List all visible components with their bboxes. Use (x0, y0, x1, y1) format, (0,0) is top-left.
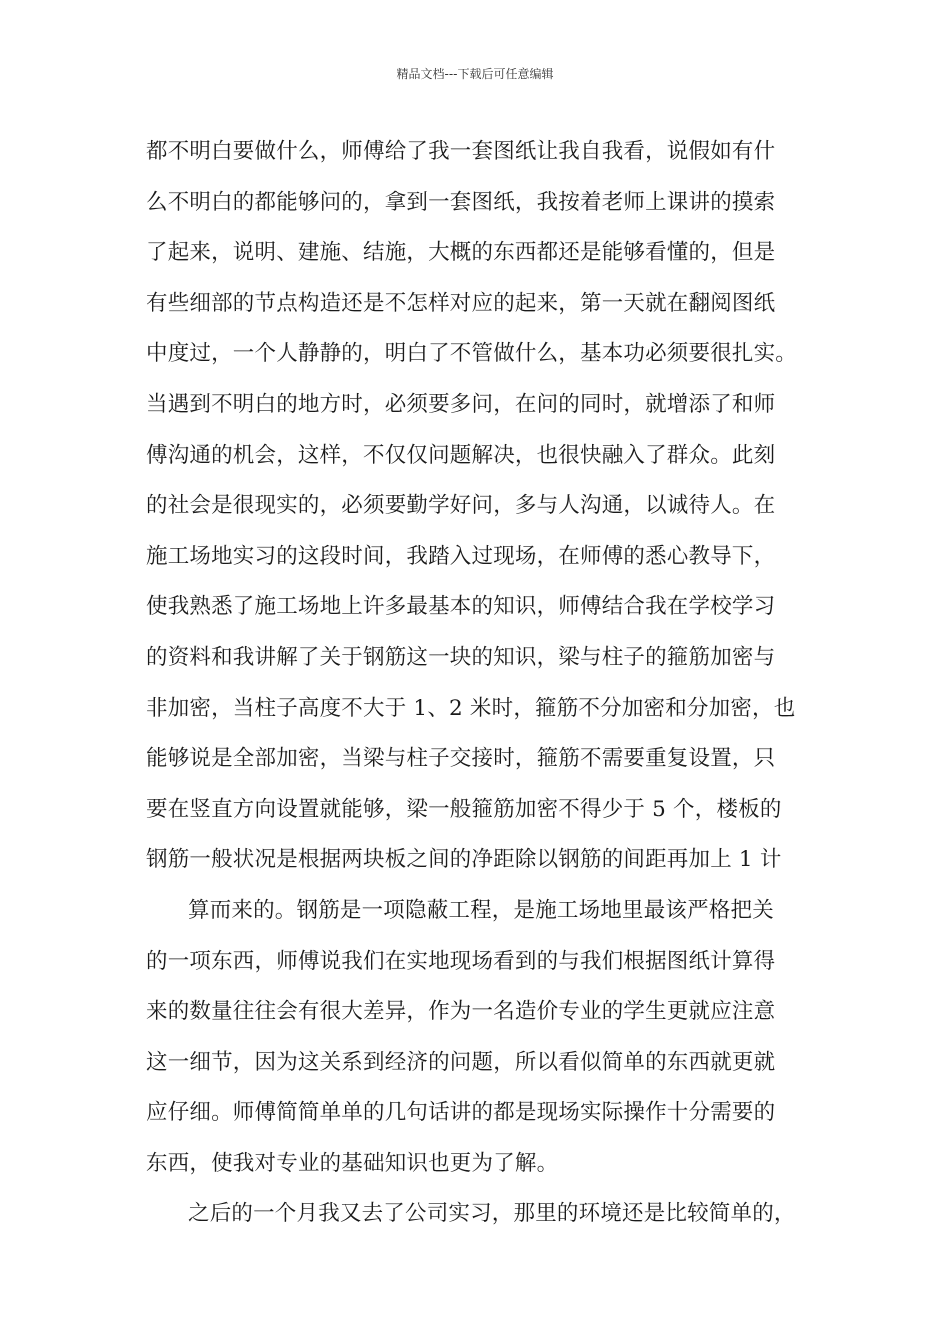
text-line: 都不明白要做什么，师傅给了我一套图纸让我自我看，说假如有什 (146, 139, 776, 164)
text-line: 的资料和我讲解了关于钢筋这一块的知识，梁与柱子的箍筋加密与 (146, 644, 776, 670)
text-line: 使我熟悉了施工场地上许多最基本的知识，师傅结合我在学校学习 (146, 594, 776, 620)
text-line: 算而来的。钢筋是一项隐蔽工程，是施工场地里最该严格把关 (188, 897, 774, 923)
text-line: 傅沟通的机会，这样，不仅仅问题解决，也很快融入了群众。此刻 (146, 442, 776, 468)
text-line: 当遇到不明白的地方时，必须要多问，在问的同时，就增添了和师 (146, 391, 776, 417)
text-line: 的社会是很现实的，必须要勤学好问，多与人沟通，以诚待人。在 (146, 493, 776, 519)
text-line: 之后的一个月我又去了公司实习，那里的环境还是比较简单的， (188, 1201, 796, 1227)
text-line: 应仔细。师傅简简单单的几句话讲的都是现场实际操作十分需要的 (146, 1100, 776, 1126)
text-line: 来的数量往往会有很大差异，作为一名造价专业的学生更就应注意 (146, 999, 776, 1025)
text-line: 施工场地实习的这段时间，我踏入过现场，在师傅的悉心教导下， (146, 543, 776, 569)
body-text (146, 132, 826, 1245)
text-line: 了起来，说明、建施、结施，大概的东西都还是能够看懂的，但是 (146, 240, 776, 266)
text-line: 能够说是全部加密，当梁与柱子交接时，箍筋不需要重复设置，只 (146, 746, 776, 772)
text-line: 东西，使我对专业的基础知识也更为了解。 (146, 1150, 559, 1176)
text-line: 有些细部的节点构造还是不怎样对应的起来，第一天就在翻阅图纸 (146, 290, 776, 316)
text-line: 非加密，当柱子高度不大于 1、2 米时，箍筋不分加密和分加密，也 (146, 695, 796, 721)
page-header: 精品文档---下载后可任意编辑 (396, 67, 554, 81)
text-line: 中度过，一个人静静的，明白了不管做什么，基本功必须要很扎实。 (146, 341, 798, 367)
text-line: 要在竖直方向设置就能够，梁一般箍筋加密不得少于 5 个，楼板的 (146, 796, 782, 822)
text-line: 钢筋一般状况是根据两块板之间的净距除以钢筋的间距再加上 1 计 (146, 847, 782, 873)
text-line: 么不明白的都能够问的，拿到一套图纸，我按着老师上课讲的摸索 (146, 189, 776, 215)
text-line: 这一细节，因为这关系到经济的问题，所以看似简单的东西就更就 (146, 1049, 776, 1075)
text-line: 的一项东西，师傅说我们在实地现场看到的与我们根据图纸计算得 (146, 948, 776, 974)
